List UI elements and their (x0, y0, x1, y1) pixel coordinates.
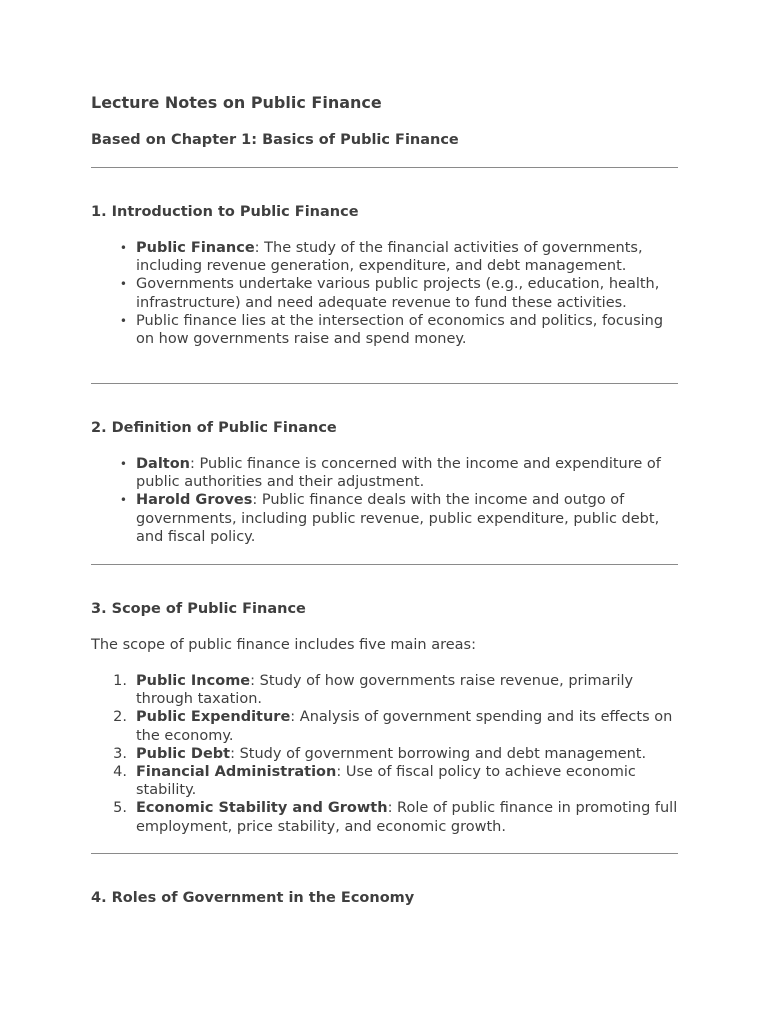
item-term: Public Income (136, 673, 251, 689)
item-term: Financial Administration (136, 764, 337, 781)
bullet-list (91, 239, 681, 348)
item-number: 5. (113, 800, 127, 817)
list-item (91, 799, 681, 835)
document-subtitle: Based on Chapter 1: Basics of Public Finance (91, 132, 459, 148)
section-divider (91, 564, 678, 565)
section-divider (91, 167, 678, 168)
item-text: : Public finance deals with the income and outgo of governments, including public revenue, public expenditure, public debt, and fiscal policy. (136, 492, 660, 545)
item-text: : Role of public finance in promoting full employment, price stability, and economic growth. (136, 800, 678, 835)
list-item (91, 239, 681, 275)
item-text: Governments undertake various public projects (e.g., education, health, infrastructure) and need adequate revenue to fund these activities. (136, 276, 660, 311)
list-item (91, 312, 681, 348)
item-number: 1. (113, 673, 127, 689)
item-text: : Analysis of government spending and its effects on the economy. (136, 709, 673, 744)
list-item (91, 275, 681, 311)
bullet-icon: • (119, 277, 127, 292)
item-term: Public Debt (136, 745, 231, 762)
numbered-list (91, 672, 681, 836)
item-term: Dalton (136, 456, 191, 472)
list-item (91, 745, 681, 763)
item-text: Public finance lies at the intersection of economics and politics, focusing on how governments raise and spend money. (136, 312, 664, 348)
item-number: 3. (113, 745, 127, 762)
section-heading: 1. Introduction to Public Finance (91, 204, 359, 220)
item-text: : Study of how governments raise revenue, primarily through taxation. (136, 673, 634, 708)
bullet-icon: • (119, 457, 127, 471)
section-heading: 4. Roles of Government in the Economy (91, 890, 415, 906)
item-term: Economic Stability and Growth (136, 800, 388, 817)
list-item (91, 672, 681, 708)
item-text: : Study of government borrowing and debt management. (230, 745, 647, 762)
section-heading: 2. Definition of Public Finance (91, 420, 337, 436)
bullet-list (91, 455, 681, 546)
list-item (91, 708, 681, 744)
item-term: Public Expenditure (136, 709, 291, 726)
item-text: : The study of the financial activities of governments, including revenue generation, expenditure, and debt management. (136, 240, 643, 275)
item-number: 2. (113, 709, 127, 726)
bullet-icon: • (119, 313, 127, 328)
list-item (91, 455, 681, 491)
bullet-icon: • (119, 493, 127, 508)
item-term: Public Finance (136, 240, 255, 256)
item-number: 4. (113, 764, 127, 781)
item-term: Harold Groves (136, 492, 253, 509)
list-item (91, 491, 681, 546)
item-text: : Use of fiscal policy to achieve economic stability. (136, 764, 636, 799)
item-text: : Public finance is concerned with the income and expenditure of public authorities and their adjustment. (136, 456, 661, 491)
bullet-icon: • (119, 241, 127, 255)
section-intro: The scope of public finance includes five main areas: (91, 637, 476, 653)
section-divider (91, 383, 678, 384)
document-title: Lecture Notes on Public Finance (91, 93, 382, 112)
section-divider (91, 853, 678, 854)
list-item (91, 763, 681, 799)
section-heading: 3. Scope of Public Finance (91, 601, 306, 617)
